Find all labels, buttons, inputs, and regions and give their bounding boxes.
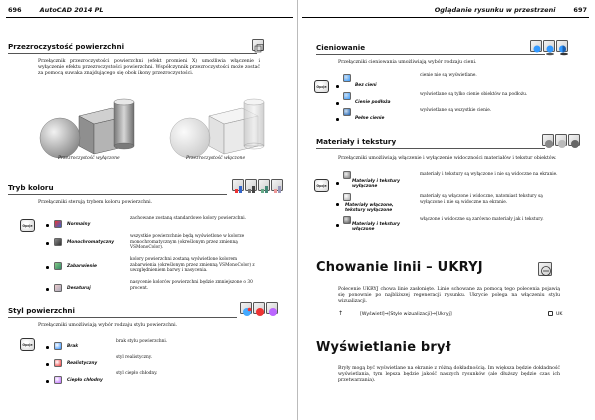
no-shadows-swatch xyxy=(343,74,351,82)
right-running-title: Oglądanie rysunku w przestrzeni xyxy=(434,6,556,14)
materials-off-swatch xyxy=(343,171,351,179)
materials-off-icon xyxy=(542,134,554,146)
style-item-label: Brak xyxy=(67,344,79,349)
materials-textures-on-swatch xyxy=(343,216,351,224)
materials-body: Przełączniki umożliwiają włączenie i wyłączenie widoczności materiałów i tekstur obiektów. xyxy=(338,156,557,161)
ribbon-arrow-icon: ↑ xyxy=(338,310,344,317)
section-heading-surface-style: Styl powierzchni xyxy=(8,306,76,315)
bullet xyxy=(336,224,339,227)
color-mode-body: Przełączniki sterują trybem koloru powierzchni. xyxy=(38,200,153,205)
bullet xyxy=(336,182,339,185)
color-item-desc: kolory powierzchni zostaną wyświetlone kolorem zabarwienia (określonym przez zmienną VSMonoColor) z uwzględnieniem barwy i nasycenia. xyxy=(130,257,255,273)
color-item-label: Desaturuj xyxy=(67,286,91,291)
transparency-toolbar-icon xyxy=(252,39,264,51)
bullet xyxy=(46,363,49,366)
color-mono-icon xyxy=(245,179,257,191)
hide-command-icon xyxy=(538,262,552,276)
shading-item-desc: cienie nie są wyświetlane. xyxy=(420,73,477,78)
shading-body: Przełączniki cieniowania umożliwiają wybór rodzaju cieni. xyxy=(338,60,477,65)
materials-item-desc: materiały są włączone i widoczne, natomiast tekstury są wyłączone i nie są widoczne na ekranie. xyxy=(420,194,543,205)
color-item-desc: wszystkie powierzchnie będą wyświetlone w kolorze monochromatycznym (określonym przez zmienną VSMonoColor). xyxy=(130,234,245,250)
section-heading-color-mode: Tryb koloru xyxy=(8,183,54,192)
ground-shadows-icon xyxy=(543,40,555,52)
style-item-label: Realistyczny xyxy=(67,361,98,366)
bullet xyxy=(46,224,49,227)
style-none-icon xyxy=(240,302,252,314)
options-icon: Opcje xyxy=(314,80,329,93)
ground-shadows-swatch xyxy=(343,92,351,100)
style-warm-cool-swatch xyxy=(54,376,62,384)
bullet xyxy=(46,288,49,291)
color-item-label: Normalny xyxy=(67,222,91,227)
bullet xyxy=(336,102,339,105)
style-realistic-swatch xyxy=(54,359,62,367)
section-heading-shading: Cieniowanie xyxy=(316,43,366,52)
shading-item-label: Cienie podłoża xyxy=(355,100,391,105)
keyboard-icon xyxy=(548,311,553,316)
style-none-swatch xyxy=(54,342,62,350)
opaque-solids xyxy=(40,99,134,158)
bullet xyxy=(336,203,339,206)
color-item-desc: nasycenie kolorów powierzchni będzie zmniejszone o 30 procent. xyxy=(130,280,253,291)
bullet xyxy=(336,85,339,88)
shading-item-desc: wyświetlane są wszystkie cienie. xyxy=(420,108,492,113)
materials-on-icon xyxy=(555,134,567,146)
right-page-number: 697 xyxy=(573,6,587,14)
bullet xyxy=(46,266,49,269)
section-rule xyxy=(8,53,257,54)
section-rule xyxy=(8,317,237,318)
shading-item-desc: wyświetlane są tylko cienie obiektów na podłożu. xyxy=(420,92,528,97)
color-normal-icon xyxy=(232,179,244,191)
materials-on-swatch xyxy=(343,193,351,201)
materials-textures-on-icon xyxy=(568,134,580,146)
full-shadows-icon xyxy=(556,40,568,52)
no-shadows-icon xyxy=(530,40,542,52)
shading-item-label: Bez cieni xyxy=(355,83,377,88)
section-rule xyxy=(316,54,545,55)
section-heading-materials: Materiały i tekstury xyxy=(316,137,397,146)
transparent-solids xyxy=(170,99,264,158)
left-page-number: 696 xyxy=(8,6,22,14)
color-desaturate-icon xyxy=(271,179,283,191)
tint-color-icon xyxy=(54,262,62,270)
left-header-rule xyxy=(6,17,293,18)
style-warm-cool-icon xyxy=(266,302,278,314)
options-icon: Opcje xyxy=(20,338,35,351)
shading-item-label: Pełne cienie xyxy=(355,116,385,121)
caption-transparency-off: Przezroczystość wyłączone xyxy=(58,156,120,161)
bullet xyxy=(46,242,49,245)
desaturate-color-icon xyxy=(54,284,62,292)
bullet xyxy=(336,118,339,121)
section-title-solids: Wyświetlanie brył xyxy=(316,340,451,355)
transparency-body: Przełącznik przezroczystości powierzchni (efekt promieni X) umożliwia włączenie i wyłączenie efektu przezroczystości powierzchni. Współczynnik przezroczystości może zostać za pomocą suwaka znajdującego się obok ikony przezroczystości. xyxy=(38,59,260,77)
options-icon: Opcje xyxy=(20,219,35,232)
right-page xyxy=(298,0,595,420)
left-running-title: AutoCAD 2014 PL xyxy=(39,6,104,14)
materials-item-desc: materiały i tekstury są wyłączone i nie są widoczne na ekranie. xyxy=(420,172,558,177)
materials-item-label: Materiały i tekstury wyłączone xyxy=(352,179,400,190)
color-mode-toolbar xyxy=(232,179,283,191)
color-item-label: Zabarwienie xyxy=(67,264,97,269)
caption-transparency-on: Przezroczystość włączone xyxy=(186,156,246,161)
left-running-head xyxy=(0,4,297,16)
normal-color-icon xyxy=(54,220,62,228)
command-shortcut: UK xyxy=(556,312,563,317)
left-page xyxy=(0,0,297,420)
right-running-head xyxy=(298,4,595,16)
monochrome-color-icon xyxy=(54,238,62,246)
style-item-desc: styl realistyczny. xyxy=(116,355,153,360)
section-rule xyxy=(316,148,545,149)
color-item-label: Monochromatyczny xyxy=(67,240,115,245)
style-item-desc: brak stylu powierzchni. xyxy=(116,339,168,344)
shading-toolbar xyxy=(530,40,568,52)
surface-style-toolbar xyxy=(240,302,278,314)
surface-style-body: Przełączniki umożliwiają wybór rodzaju stylu powierzchni. xyxy=(38,323,178,328)
bullet xyxy=(46,346,49,349)
style-item-desc: styl ciepło chłodny. xyxy=(116,371,158,376)
section-heading-transparency: Przezroczystość powierzchni xyxy=(8,42,125,51)
options-icon: Opcje xyxy=(314,179,329,192)
hide-body: Polecenie UKRYJ chowa linie zasłonięte. Linie schowane za pomocą tego polecenia pojawią się ponownie po najbliższej regeneracji rysunku. Ukrycie polega na włączeniu stylu wizualizacji. xyxy=(338,287,560,305)
section-rule xyxy=(8,194,227,195)
bullet xyxy=(46,380,49,383)
right-header-rule xyxy=(302,17,589,18)
color-item-desc: zachowane zostaną standardowe kolory powierzchni. xyxy=(130,216,247,221)
section-title-hide: Chowanie linii – UKRYJ xyxy=(316,260,483,275)
style-realistic-icon xyxy=(253,302,265,314)
ribbon-command-path: [Wyświetl]⇒[Style wizualizacji]⇒[Ukryj] xyxy=(360,312,452,317)
color-tint-icon xyxy=(258,179,270,191)
style-item-label: Ciepło chłodny xyxy=(67,378,103,383)
materials-toolbar xyxy=(542,134,580,146)
solids-body: Bryły mogą być wyświetlane na ekranie z różną dokładnością. Im większa będzie dokładność wyświetlania, tym lepsza będzie jakość naszych rysunków (ale dłuższy będzie czas ich przetwarzania). xyxy=(338,366,560,384)
full-shadows-swatch xyxy=(343,108,351,116)
materials-item-label: Materiały i tekstury włączone xyxy=(352,222,400,233)
materials-item-label: Materiały włączone, tekstury wyłączone xyxy=(345,203,394,214)
materials-item-desc: włączone i widoczne są zarówno materiały jak i tekstury. xyxy=(420,217,544,222)
